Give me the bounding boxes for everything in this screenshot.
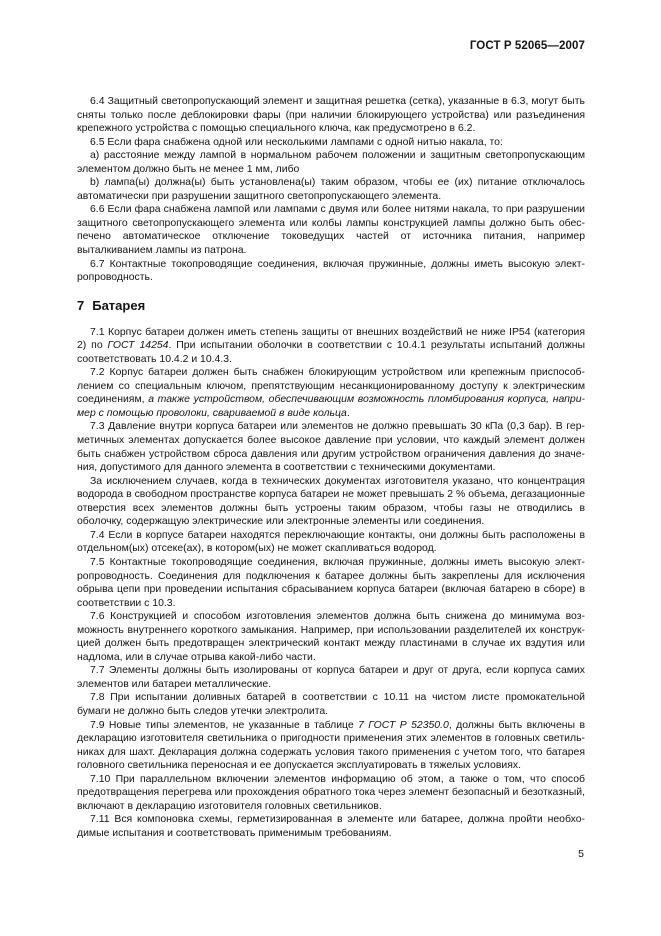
paragraph-7-10: 7.10 При параллельном включении элементов информацию об этом, а также о том, что способ предотвращения перегрева или прохождения обратного тока через элемент безопасный и безотказный, включают в декларацию изготовителя головных светильников. — [77, 773, 585, 812]
paragraph-6-5-b: b) лампа(ы) должна(ы) быть установлена(ы) таким образом, чтобы ее (их) питание отключалось автоматически при разрушении защитного светопропускающего элемента. — [77, 177, 585, 202]
emphasized-text: а также устройством, обеспечивающим возможность пломбирования корпуса, например с помощью проволоки, свариваемой в виде кольца — [77, 394, 585, 419]
paragraph-7-6: 7.6 Конструкцией и способом изготовления элементов должна быть снижена до минимума возможность внутреннего короткого замыкания. Например, при использовании разделителей их конструкцией должен быть предотвращен электрический контакт между пластинами в случае их вздутия или надлома, или в случае отрыва какой-либо части. — [77, 611, 585, 663]
standard-reference: 7 ГОСТ Р 52350.0 — [358, 719, 449, 731]
paragraph-7-1: 7.1 Корпус батареи должен иметь степень защиты от внешних воздействий не ниже IP54 (категория 2) по ГОСТ 14254. При испытании оболочки в соответствии с 10.4.1 результаты испытаний должны соответствовать 10.4.2 и 10.4.3. — [77, 326, 585, 365]
paragraph-7-7: 7.7 Элементы должны быть изолированы от корпуса батареи и друг от друга, если корпуса самих элементов или батареи металлические. — [77, 665, 585, 690]
paragraph-6-7: 6.7 Контактные токопроводящие соединения, включая пружинные, должны иметь высокую электропроводность. — [77, 258, 585, 284]
paragraph-7-8: 7.8 При испытании доливных батарей в соответствии с 10.11 на чистом листе промокательной бумаги не должно быть следов утечки электролита. — [77, 692, 585, 717]
document-header: ГОСТ Р 52065—2007 — [469, 40, 585, 52]
paragraph-7-5: 7.5 Контактные токопроводящие соединения, включая пружинные, должны иметь высокую электропроводность. Соединения для подключения к батарее должны быть закреплены для исключения обрыва цепи при проведении испытания сбрасыванием корпуса батареи (включая батарею в сборе) в соответствии с 10.3. — [77, 556, 585, 609]
paragraph-7-3: 7.3 Давление внутри корпуса батареи или элементов не должно превышать 30 кПа (0,3 бар). В герметичных элементах допускается более высокое давление при условии, что каждый элемент должен быть снабжен устройством сброса давления или другим устройством ограничения давления до значения, допустимого для данного элемента в соответствии с техническими документами. — [77, 421, 585, 474]
paragraph-7-2: 7.2 Корпус батареи должен быть снабжен блокирующим устройством или крепежным приспособлением со специальным ключом, препятствующим несанкционированному доступу к электрическим соединениям, а также устройством, обеспечивающим возможность пломбирования корпуса, например с помощью проволоки, свариваемой в виде кольца. — [77, 367, 585, 419]
paragraph-7-4: 7.4 Если в корпусе батареи находятся переключающие контакты, они должны быть расположены в отдельном(ых) отсеке(ах), в котором(ых) не может скапливаться водород. — [77, 529, 585, 555]
section-number: 7 — [77, 297, 85, 313]
paragraph-6-6: 6.6 Если фара снабжена лампой или лампами с двумя или более нитями накала, то при разрушении защитного светопропускающего элемента или колбы лампы конструкцией лампы должно быть обеспечено автоматическое отключение токоведущих частей от источника питания, например выталкиванием лампы из патрона. — [77, 204, 585, 257]
section-heading — [77, 298, 585, 314]
paragraph-6-5-a: а) расстояние между лампой в нормальном рабочем положении и защитным светопропускающим элементом должно быть не менее 1 мм, либо — [77, 150, 585, 175]
paragraph-7-9: 7.9 Новые типы элементов, не указанные в таблице 7 ГОСТ Р 52350.0, должны быть включены в декларацию изготовителя светильника о пригодности применения этих элементов в головных светильниках для шахт. Декларация должна содержать условия такого применения с учетом того, что батарея головного светильника переносная и ее допускается эксплуатировать в тяжелых условиях. — [77, 719, 585, 772]
paragraph-7-3-continued: За исключением случаев, когда в технических документах изготовителя указано, что концентрация водорода в свободном пространстве корпуса батареи не может превышать 2 % объема, дегазационные отверстия всех элементов должны быть устроены таким образом, чтобы газы не отводились в оболочку, содержащую электрические или электронные элементы или соединения. — [77, 475, 585, 528]
paragraph-6-5: 6.5 Если фара снабжена одной или несколькими лампами с одной нитью накала, то: — [90, 136, 503, 148]
standard-reference: ГОСТ 14254 — [107, 340, 169, 352]
section-title: Батарея — [92, 297, 146, 313]
document-body — [77, 95, 585, 840]
paragraph-7-11: 7.11 Вся компоновка схемы, герметизированная в элементе или батарее, должна пройти необходимые испытания и соответствовать применимым требованиям. — [77, 814, 585, 839]
paragraph-6-4: 6.4 Защитный светопропускающий элемент и защитная решетка (сетка), указанные в 6.3, могут быть сняты только после деблокировки фары (при наличии блокирующего устройства) или разъединения крепежного устройства с помощью специального ключа, как предусмотрено в 6.2. — [77, 96, 585, 135]
page-number: 5 — [578, 848, 584, 860]
